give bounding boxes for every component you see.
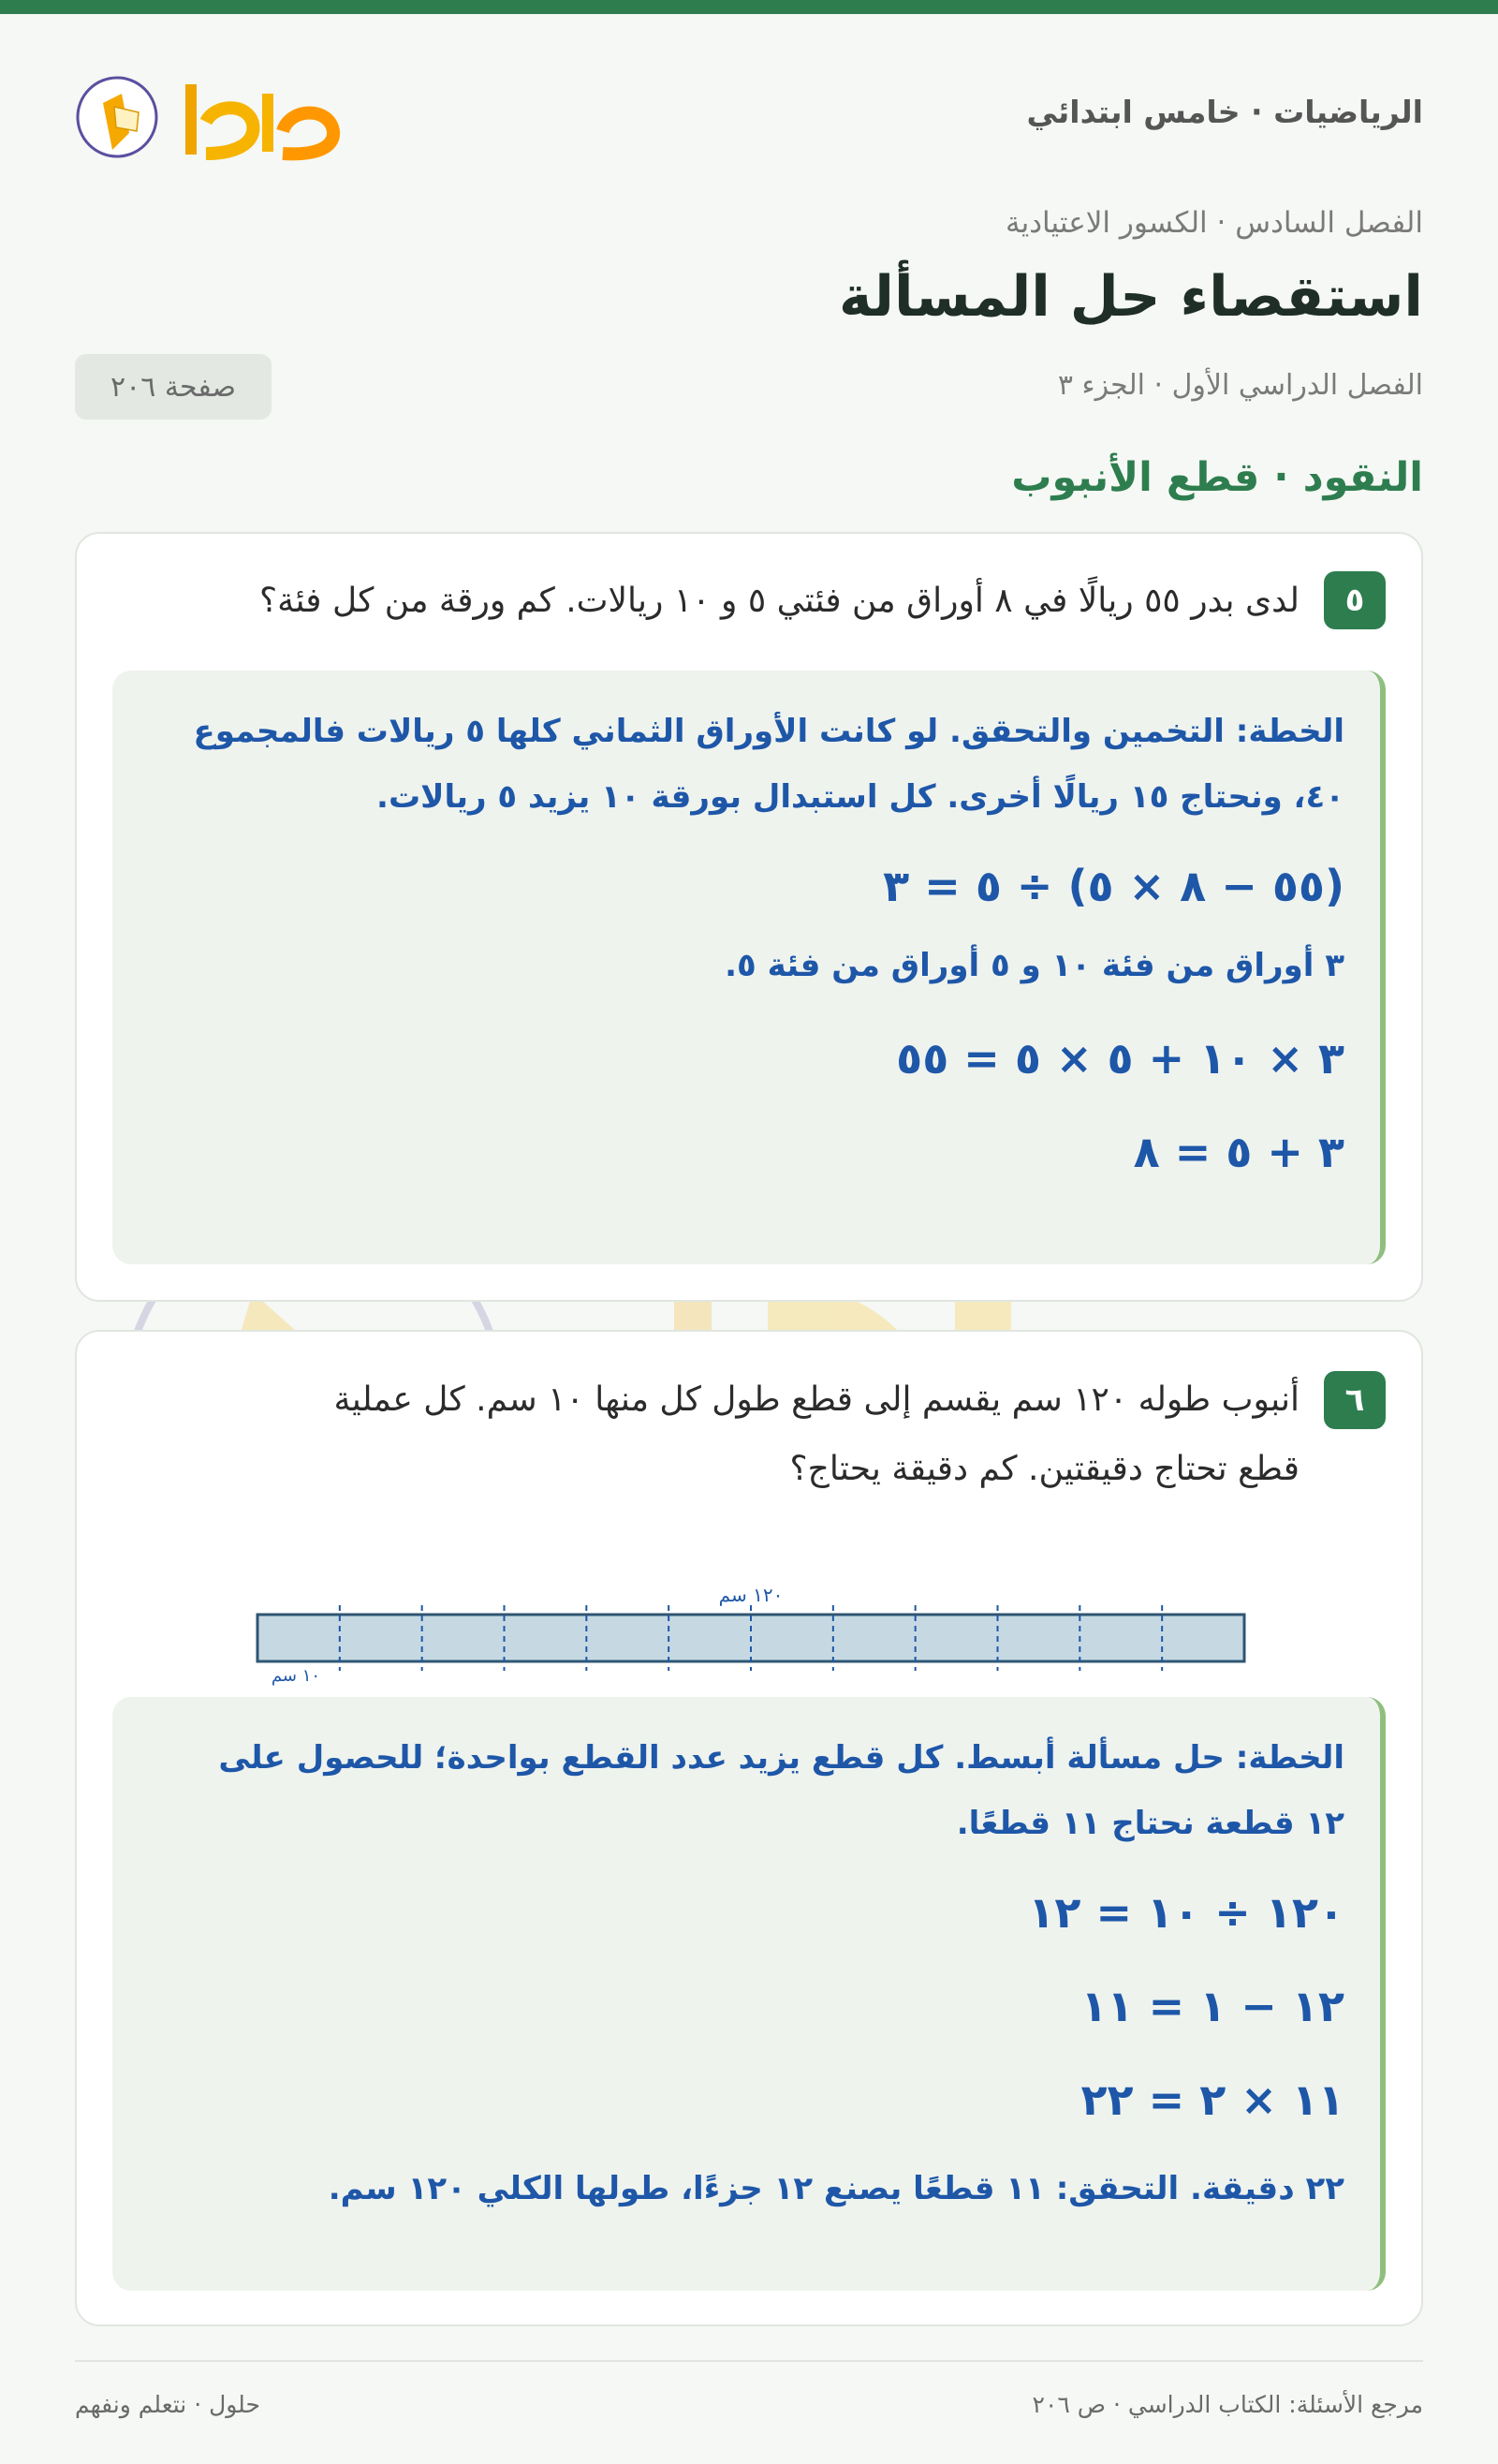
pipe-diagram <box>255 1573 1247 1686</box>
solution-equation: ٣ + ٥ = ٨ <box>1133 1127 1344 1177</box>
pipe-total-label: ١٢٠ سم <box>718 1584 784 1606</box>
solution-plan-line-1: الخطة: حل مسألة أبسط. كل قطع يزيد عدد القطع بواحدة؛ للحصول على <box>218 1739 1344 1777</box>
problem-card-5 <box>75 532 1423 1302</box>
solution-equation: ١٢٠ ÷ ١٠ = ١٢ <box>1028 1887 1344 1938</box>
hulul-logo[interactable] <box>75 66 346 169</box>
problem-number-badge: ٦ <box>1324 1371 1386 1429</box>
pipe-piece-label: ١٠ سم <box>271 1666 321 1686</box>
semester-label: الفصل الدراسي الأول · الجزء ٣ <box>1057 369 1423 402</box>
solution-equation: ١١ × ٢ = ٢٢ <box>1080 2074 1344 2125</box>
problem-number-badge: ٥ <box>1324 571 1386 629</box>
top-accent-bar <box>0 0 1498 14</box>
chapter-label: الفصل السادس · الكسور الاعتيادية <box>1006 206 1423 240</box>
solution-box <box>112 1697 1386 2291</box>
footer-brand: حلول · نتعلم ونفهم <box>75 2391 260 2418</box>
problem-question <box>189 1365 1300 1504</box>
section-title: النقود · قطع الأنبوب <box>1011 454 1423 501</box>
footer-divider <box>75 2360 1423 2362</box>
problem-question: لدى بدر ٥٥ ريالًا في ٨ أوراق من فئتي ٥ و ١٠ ريالات. كم ورقة من كل فئة؟ <box>259 582 1300 620</box>
solution-plan-line-2: ١٢ قطعة نحتاج ١١ قطعًا. <box>956 1805 1344 1842</box>
solution-box <box>112 671 1386 1264</box>
page-title: استقصاء حل المسألة <box>839 264 1423 330</box>
problem-card-6 <box>75 1330 1423 2326</box>
solution-equation: ١٢ − ١ = ١١ <box>1080 1981 1344 2031</box>
solution-equation: ٣ × ١٠ + ٥ × ٥ = ٥٥ <box>896 1033 1344 1084</box>
solution-statement: ٣ أوراق من فئة ١٠ و ٥ أوراق من فئة ٥. <box>725 947 1344 984</box>
problem-question-line-2: قطع تحتاج دقيقتين. كم دقيقة يحتاج؟ <box>789 1450 1300 1488</box>
subject-label: الرياضيات · خامس ابتدائي <box>1026 94 1423 130</box>
page-header <box>72 66 1423 169</box>
solution-plan-line-2: ٤٠، ونحتاج ١٥ ريالًا أخرى. كل استبدال بورقة ١٠ يزيد ٥ ريالات. <box>376 778 1344 816</box>
solution-equation: (٥٥ − ٨ × ٥) ÷ ٥ = ٣ <box>883 861 1344 911</box>
page-number-badge: صفحة ٢٠٦ <box>75 354 272 420</box>
footer-reference: مرجع الأسئلة: الكتاب الدراسي · ص ٢٠٦ <box>1032 2391 1423 2418</box>
solution-plan-line-1: الخطة: التخمين والتحقق. لو كانت الأوراق الثماني كلها ٥ ريالات فالمجموع <box>193 713 1344 750</box>
solution-answer: ٢٢ دقيقة. التحقق: ١١ قطعًا يصنع ١٢ جزءًا، طولها الكلي ١٢٠ سم. <box>328 2170 1344 2207</box>
problem-question-line-1: أنبوب طوله ١٢٠ سم يقسم إلى قطع طول كل منها ١٠ سم. كل عملية <box>333 1380 1300 1419</box>
